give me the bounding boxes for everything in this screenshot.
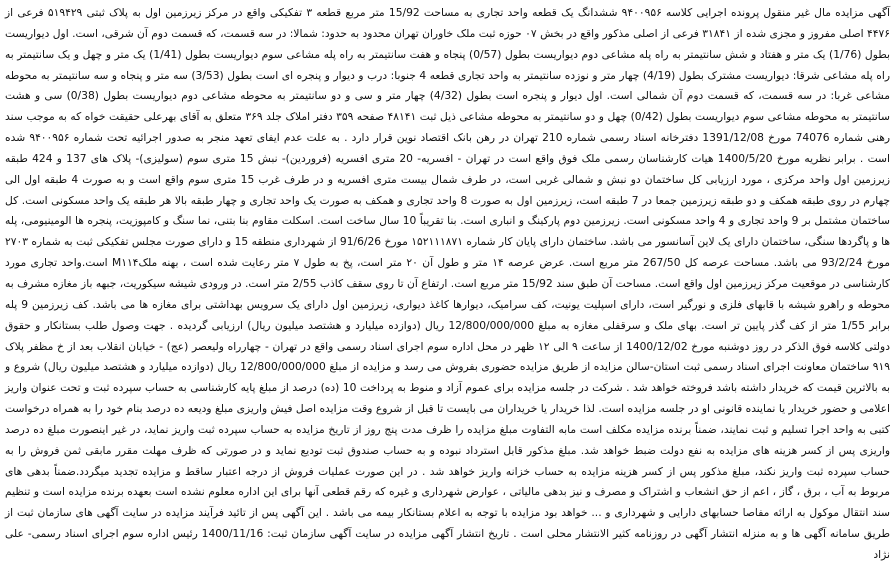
- auction-notice-text: آگهی مزایده مال غیر منقول پرونده اجرایی کلاسه ۹۴۰۰۹۵۶ ششدانگ یک قطعه واحد تجاری به مساحت 15/92 متر مربع قطعه ۳ تفکیکی واقع در مرکز زیرزمین اول به پلاک ثبتی ۵۱۹۴۲۹ فرعی از ۴۴۷۶ اصلی مفروز و مجزی شده از ۳۱۸۴۱ فرعی از اصلی مذکور واقع در بخش ۰۷ حوزه ثبت ملک خاوران تهران محدود به حدود: شمالا: در سه قسمت، که قسمت دوم آن شرقی، است. اول دیواریست بطول (1/76) یک متر و هفتاد و شش سانتیمتر به راه پله مشاعی دوم دیواریست بطول (0/57) پنجاه و هفت سانتیمتر به راه پله مشاعی سوم دیواریست بطول (1/41) یک متر و چهل و یک سانتیمتر به راه پله مشاعی شرقا: دیواریست مشترک بطول (4/19) چهار متر و نوزده سانتیمتر به واحد تجاری قطعه 4 جنوبا: درب و دیوار و پنجره ای است بطول (3/53) سه متر و پنجاه و سه سانتیمتر به محوطه مشاعی غربا: در سه قسمت، که قسمت دوم آن شمالی است. اول دیوار و پنجره است بطول (4/32) چهار متر و سی و دو سانتیمتر به محوطه مشاعی دوم دیواریست بطول (0/38) سی و هشت سانتیمتر به محوطه مشاعی سوم دیواریست بطول (0/42) چهل و دو سانتیمتر به محوطه مشاعی ذیل ثبت ۴۸۱۴۱ صفحه ۳۵۹ دفتر املاک جلد ۳۶۹ متعلق به آقای بهرعلی حقیقت خواه که به موجب سند رهنی شماره 74076 مورخ 1391/12/08 دفترخانه اسناد رسمی شماره 210 تهران در رهن بانک اقتصاد نوین قرار دارد . به علت عدم ایفای تعهد منجر به صدور اجرائیه تحت شماره ۹۴۰۰۹۵۶ شده است . برابر نظریه مورخ 1400/5/20 هیات کارشناسان رسمی ملک فوق واقع است در تهران - افسریه- 20 متری افسریه (فروردین)- نبش 15 متری سوم (سولیزی)- پلاک های 137 و 424 طبقه زیرزمین اول واحد مرکزی ، مورد ارزیابی کل ساختمان دو نبش و شمالی غربی است، در طرف شمال بیست متری افسریه و در طرف غرب 15 متری سوم واقع است و به صورت 4 طبقه اول الی چهارم در روی طبقه همکف و دو طبقه زیرزمین جمعا در 7 طبقه است، زیرزمین اول به صورت 8 واحد تجاری و همکف به صورت یک واحد تجاری و چهار طبقه بالا هر طبقه یک واحد مسکونی است. کل ساختمان مشتمل بر 9 واحد تجاری و 4 واحد مسکونی است. زیرزمین دوم پارکینگ و انباری است. بنا تقریباً 10 سال ساخت است. اسکلت مقاوم بنا بتنی، نما سنگ و کامپوزیت، پنجره ها الومینیومی، پله ها و پاگردها سنگی، ساختمان دارای یک لاین آسانسور می باشد. ساختمان دارای پایان کار شماره ۱۵۲۱۱۱۸۷۱ مورخ 91/6/26 از شهرداری منطقه 15 و دارای صورت مجلس تفکیکی ثبت به شماره ۲۷۰۳ مورخ 93/2/24 می باشد. مساحت عرصه کل 267/50 متر مربع است. عرض عرصه ۱۴ متر و طول آن ۲۰ متر است، پخ به طول ۷ متر رعایت شده است ، بهنه ملکM۱۱۴ است.واحد تجاری مورد کارشناسی در موقعیت مرکز زیرزمین اول واقع است. مساحت آن طبق سند 15/92 متر مربع است. ارتفاع آن تا روی سقف کاذب 2/55 متر است. در ورودی شیشه سیکوریت، جبهه باز مغازه مشرف به محوطه و راهرو شیشه با قابهای فلزی و نورگیر است، دارای اسپلیت یونیت، کف سرامیک، دیوارها کاغذ دیواری، زیرزمین اول دارای یک سرویس بهداشتی برای مغازه ها می باشد. کف زیرزمین 9 پله برابر 1/55 متر از کف گذر پایین تر است. بهای ملک و سرقفلی مغازه به مبلغ 12/800/000/000 ریال (دوازده میلیارد و هشتصد میلیون ریال) ارزیابی گردیده . جهت وصول طلب بستانکار و حقوق دولتی کلاسه فوق الذکر در روز دوشنبه مورخ 1400/12/02 از ساعت ۹ الی ۱۲ ظهر در محل اداره سوم اجرای اسناد رسمی واقع در تهران - چهارراه ولیعصر (عج) - خیابان انقلاب بعد از خ مظفر پلاک ۹۱۹ ساختمان معاونت اجرای اسناد رسمی ثبت استان-سالن مزایده از طریق مزایده حضوری بفروش می رسد و مزایده از مبلغ 12/800/000/000 ریال (دوازده میلیارد و هشتصد میلیون ریال) شروع و به بالاترین قیمت که خریدار داشته باشد فروخته خواهد شد . شرکت در جلسه مزایده برای عموم آزاد و منوط به پرداخت 10 (ده) درصد از مبلغ پایه کارشناسی به حساب سپرده ثبت و تحت عنوان واریز اعلامی و حضور خریدار یا نماینده قانونی او در جلسه مزایده است. لذا خریدار یا خریداران می بایست تا قبل از شروع وقت مزایده اصل فیش واریزی مبلغ ودیعه ده درصد بنام خود را به همراه درخواست کتبی به واحد اجرا تسلیم و ثبت نمایند، ضمناً برنده مزایده مکلف است مابه التفاوت مبلغ مزایده را ظرف مدت پنج روز از تاریخ مزایده به حساب سپرده ثبت واریز نماید، در غیر اینصورت مبلغ ده درصد واریزی پس از کسر هزینه های مزایده به نفع دولت ضبط خواهد شد. مبلغ مذکور قابل استرداد نبوده و به حساب صندوق ثبت تودیع نماید و در صورتی که ظرف مهلت مقرر مابقی ثمن فروش را به حساب سپرده ثبت واریز نکند، مبلغ مذکور پس از کسر هزینه مزایده به حساب خزانه واریز خواهد شد . در این صورت عملیات فروش از درجه اعتبار ساقط و مزایده تجدید میگردد.ضمناً بدهی های مربوط به آب ، برق ، گاز ، اعم از حق انشعاب و اشتراک و مصرف و نیز بدهی مالیاتی ، عوارض شهرداری و غیره که رقم قطعی آنها برای این اداره معلوم نشده است بعهده برنده مزایده است و تنظیم سند انتقال موکول به ارائه مفاصا حسابهای دارایی و شهرداری و ... خواهد بود مزایده با توجه به اعلام بستانکار بیمه می باشد . این آگهی پس از تائید فرآیند مزایده در سایت آگهی های سازمان ثبت از طریق سامانه آگهی ها و به منزله انتشار آگهی در روزنامه کثیر الانتشار محلی است . تاریخ انتشار آگهی مزایده در سایت آگهی سازمان ثبت: 1400/11/16 رئیس اداره سوم اجرای اسناد رسمی- علی نژاد: [5, 6, 891, 561]
